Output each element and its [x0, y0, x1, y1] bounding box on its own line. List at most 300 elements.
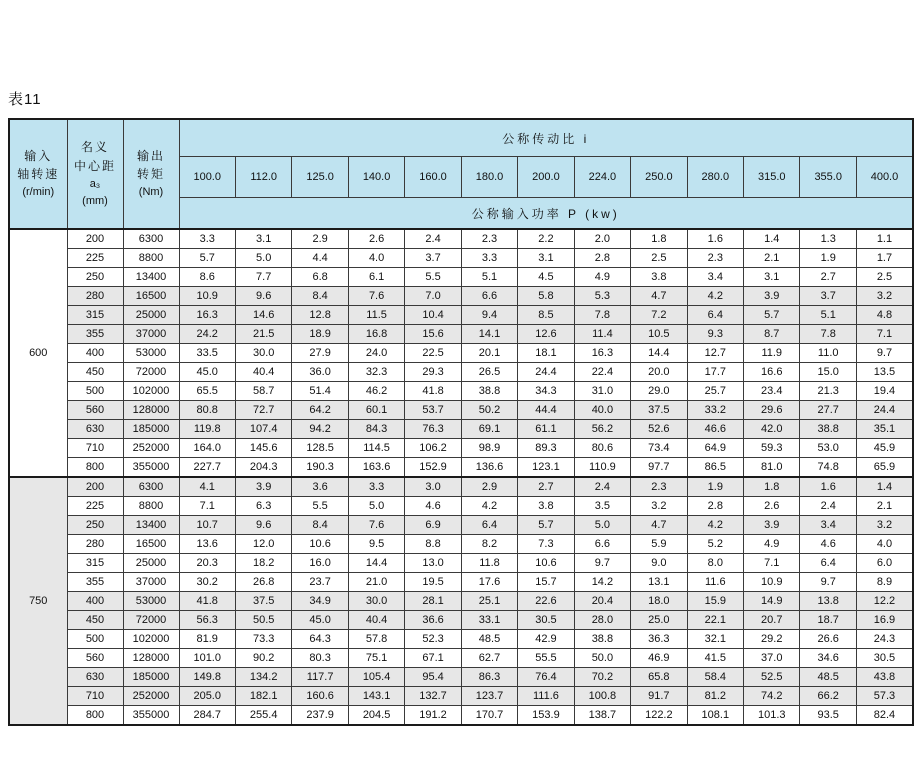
header-row-1: [9, 119, 913, 157]
power-cell: 4.7: [631, 516, 687, 535]
power-cell: 5.1: [800, 306, 856, 325]
power-cell: 16.0: [292, 554, 348, 573]
power-cell: 4.9: [574, 268, 630, 287]
power-cell: 132.7: [405, 687, 461, 706]
power-band-title: 公称输入功率 P (kw): [179, 198, 913, 230]
power-cell: 2.3: [631, 477, 687, 497]
power-cell: 6.8: [292, 268, 348, 287]
power-cell: 5.7: [518, 516, 574, 535]
power-cell: 6.4: [687, 306, 743, 325]
ratio-header-cell: 280.0: [687, 157, 743, 198]
table-row: [9, 649, 913, 668]
output-torque-cell: 185000: [123, 668, 179, 687]
power-cell: 14.6: [235, 306, 291, 325]
power-cell: 11.5: [348, 306, 404, 325]
power-cell: 19.5: [405, 573, 461, 592]
power-cell: 3.5: [574, 497, 630, 516]
power-cell: 18.2: [235, 554, 291, 573]
power-cell: 14.9: [744, 592, 800, 611]
center-distance-cell: 560: [67, 401, 123, 420]
input-speed-header-line2: 轴转速: [17, 167, 60, 182]
input-speed-header: [9, 119, 67, 229]
power-cell: 12.6: [518, 325, 574, 344]
power-cell: 136.6: [461, 458, 517, 478]
power-cell: 3.1: [518, 249, 574, 268]
power-cell: 3.7: [800, 287, 856, 306]
power-cell: 9.4: [461, 306, 517, 325]
power-cell: 3.9: [744, 287, 800, 306]
power-cell: 2.2: [518, 229, 574, 249]
power-cell: 32.1: [687, 630, 743, 649]
power-cell: 81.9: [179, 630, 235, 649]
power-cell: 34.9: [292, 592, 348, 611]
power-cell: 29.2: [744, 630, 800, 649]
power-cell: 28.1: [405, 592, 461, 611]
power-cell: 2.7: [800, 268, 856, 287]
power-cell: 29.0: [631, 382, 687, 401]
power-cell: 106.2: [405, 439, 461, 458]
table-row: [9, 554, 913, 573]
power-cell: 23.4: [744, 382, 800, 401]
power-cell: 22.5: [405, 344, 461, 363]
power-cell: 37.5: [235, 592, 291, 611]
power-cell: 13.8: [800, 592, 856, 611]
power-cell: 16.8: [348, 325, 404, 344]
power-cell: 50.0: [574, 649, 630, 668]
power-cell: 13.0: [405, 554, 461, 573]
output-torque-cell: 8800: [123, 249, 179, 268]
power-cell: 81.2: [687, 687, 743, 706]
output-torque-cell: 355000: [123, 458, 179, 478]
table-body: [9, 229, 913, 725]
power-cell: 3.6: [292, 477, 348, 497]
table-row: [9, 458, 913, 478]
power-cell: 33.1: [461, 611, 517, 630]
power-cell: 43.8: [856, 668, 913, 687]
power-cell: 237.9: [292, 706, 348, 726]
center-distance-cell: 280: [67, 535, 123, 554]
output-torque-cell: 37000: [123, 325, 179, 344]
power-cell: 48.5: [461, 630, 517, 649]
ratio-header-cell: 180.0: [461, 157, 517, 198]
power-cell: 5.0: [348, 497, 404, 516]
power-cell: 3.8: [518, 497, 574, 516]
power-cell: 15.6: [405, 325, 461, 344]
power-cell: 25.1: [461, 592, 517, 611]
power-cell: 190.3: [292, 458, 348, 478]
power-cell: 3.7: [405, 249, 461, 268]
power-cell: 160.6: [292, 687, 348, 706]
power-cell: 20.4: [574, 592, 630, 611]
power-cell: 35.1: [856, 420, 913, 439]
table-row: [9, 668, 913, 687]
power-cell: 86.3: [461, 668, 517, 687]
power-cell: 30.5: [856, 649, 913, 668]
power-cell: 2.8: [574, 249, 630, 268]
power-cell: 8.0: [687, 554, 743, 573]
table-row: [9, 497, 913, 516]
power-cell: 32.3: [348, 363, 404, 382]
center-distance-cell: 200: [67, 229, 123, 249]
ratio-header-cell: 250.0: [631, 157, 687, 198]
center-distance-cell: 500: [67, 382, 123, 401]
power-cell: 1.7: [856, 249, 913, 268]
power-cell: 50.2: [461, 401, 517, 420]
power-cell: 98.9: [461, 439, 517, 458]
power-cell: 7.7: [235, 268, 291, 287]
table-row: [9, 325, 913, 344]
power-cell: 12.8: [292, 306, 348, 325]
input-speed-cell: 750: [9, 477, 67, 725]
power-cell: 122.2: [631, 706, 687, 726]
power-cell: 41.5: [687, 649, 743, 668]
table-row: [9, 535, 913, 554]
output-torque-cell: 6300: [123, 229, 179, 249]
output-torque-cell: 72000: [123, 611, 179, 630]
power-cell: 30.5: [518, 611, 574, 630]
ratio-header-cell: 125.0: [292, 157, 348, 198]
power-cell: 38.8: [800, 420, 856, 439]
power-cell: 123.1: [518, 458, 574, 478]
power-cell: 8.2: [461, 535, 517, 554]
ratio-header-cell: 400.0: [856, 157, 913, 198]
power-cell: 21.0: [348, 573, 404, 592]
power-cell: 1.3: [800, 229, 856, 249]
power-cell: 19.4: [856, 382, 913, 401]
output-torque-cell: 185000: [123, 420, 179, 439]
power-cell: 255.4: [235, 706, 291, 726]
output-torque-cell: 25000: [123, 306, 179, 325]
table-row: [9, 344, 913, 363]
table-row: [9, 249, 913, 268]
power-cell: 152.9: [405, 458, 461, 478]
power-cell: 41.8: [405, 382, 461, 401]
power-cell: 14.2: [574, 573, 630, 592]
output-torque-cell: 102000: [123, 382, 179, 401]
power-cell: 80.3: [292, 649, 348, 668]
center-distance-cell: 280: [67, 287, 123, 306]
power-cell: 7.1: [179, 497, 235, 516]
power-cell: 2.4: [574, 477, 630, 497]
output-torque-cell: 53000: [123, 344, 179, 363]
power-cell: 97.7: [631, 458, 687, 478]
power-cell: 74.2: [744, 687, 800, 706]
power-cell: 3.1: [744, 268, 800, 287]
power-cell: 153.9: [518, 706, 574, 726]
power-cell: 62.7: [461, 649, 517, 668]
power-cell: 50.5: [235, 611, 291, 630]
power-cell: 40.4: [235, 363, 291, 382]
power-cell: 145.6: [235, 439, 291, 458]
center-distance-header-line1: 名义: [80, 140, 109, 155]
output-torque-cell: 53000: [123, 592, 179, 611]
output-torque-cell: 252000: [123, 687, 179, 706]
power-cell: 138.7: [574, 706, 630, 726]
power-cell: 36.3: [631, 630, 687, 649]
power-cell: 17.7: [687, 363, 743, 382]
center-distance-cell: 800: [67, 706, 123, 726]
power-cell: 37.5: [631, 401, 687, 420]
power-cell: 27.7: [800, 401, 856, 420]
power-cell: 65.8: [631, 668, 687, 687]
power-cell: 107.4: [235, 420, 291, 439]
power-cell: 2.4: [800, 497, 856, 516]
power-cell: 18.9: [292, 325, 348, 344]
power-cell: 13.1: [631, 573, 687, 592]
center-distance-header-line2: 中心距: [73, 158, 116, 173]
power-cell: 65.9: [856, 458, 913, 478]
power-cell: 5.7: [179, 249, 235, 268]
power-cell: 9.7: [800, 573, 856, 592]
power-cell: 3.4: [687, 268, 743, 287]
center-distance-cell: 355: [67, 325, 123, 344]
center-distance-cell: 315: [67, 306, 123, 325]
power-cell: 3.3: [179, 229, 235, 249]
power-cell: 3.0: [405, 477, 461, 497]
power-cell: 93.5: [800, 706, 856, 726]
power-cell: 4.2: [461, 497, 517, 516]
power-cell: 9.7: [574, 554, 630, 573]
power-cell: 46.9: [631, 649, 687, 668]
power-cell: 7.8: [574, 306, 630, 325]
power-cell: 12.2: [856, 592, 913, 611]
power-cell: 64.2: [292, 401, 348, 420]
output-torque-header-line1: 输出: [136, 148, 165, 163]
power-cell: 1.6: [800, 477, 856, 497]
power-cell: 82.4: [856, 706, 913, 726]
power-cell: 204.5: [348, 706, 404, 726]
output-torque-cell: 355000: [123, 706, 179, 726]
power-cell: 128.5: [292, 439, 348, 458]
power-cell: 10.9: [744, 573, 800, 592]
power-cell: 7.8: [800, 325, 856, 344]
power-cell: 30.0: [235, 344, 291, 363]
center-distance-cell: 450: [67, 611, 123, 630]
power-cell: 100.8: [574, 687, 630, 706]
power-cell: 41.8: [179, 592, 235, 611]
power-cell: 11.9: [744, 344, 800, 363]
table-row: [9, 229, 913, 249]
table-row: [9, 363, 913, 382]
power-cell: 1.8: [631, 229, 687, 249]
power-cell: 110.9: [574, 458, 630, 478]
power-cell: 8.6: [179, 268, 235, 287]
power-cell: 10.6: [292, 535, 348, 554]
power-cell: 18.0: [631, 592, 687, 611]
power-cell: 24.4: [518, 363, 574, 382]
output-torque-cell: 13400: [123, 268, 179, 287]
ratio-header-cell: 200.0: [518, 157, 574, 198]
power-cell: 15.0: [800, 363, 856, 382]
power-cell: 89.3: [518, 439, 574, 458]
output-torque-cell: 16500: [123, 535, 179, 554]
power-cell: 2.9: [292, 229, 348, 249]
output-torque-cell: 37000: [123, 573, 179, 592]
power-cell: 57.3: [856, 687, 913, 706]
power-cell: 24.2: [179, 325, 235, 344]
power-cell: 51.4: [292, 382, 348, 401]
output-torque-cell: 16500: [123, 287, 179, 306]
power-cell: 5.1: [461, 268, 517, 287]
power-cell: 25.7: [687, 382, 743, 401]
power-cell: 69.1: [461, 420, 517, 439]
power-cell: 2.9: [461, 477, 517, 497]
power-cell: 76.4: [518, 668, 574, 687]
power-cell: 64.3: [292, 630, 348, 649]
power-cell: 143.1: [348, 687, 404, 706]
power-cell: 1.9: [687, 477, 743, 497]
output-torque-cell: 6300: [123, 477, 179, 497]
power-cell: 6.1: [348, 268, 404, 287]
power-cell: 24.3: [856, 630, 913, 649]
power-cell: 10.6: [518, 554, 574, 573]
power-cell: 2.6: [744, 497, 800, 516]
table-row: [9, 611, 913, 630]
power-cell: 22.4: [574, 363, 630, 382]
power-cell: 7.1: [744, 554, 800, 573]
table-row: [9, 706, 913, 726]
power-cell: 53.0: [800, 439, 856, 458]
center-distance-cell: 630: [67, 668, 123, 687]
power-cell: 123.7: [461, 687, 517, 706]
power-cell: 73.3: [235, 630, 291, 649]
power-cell: 72.7: [235, 401, 291, 420]
power-cell: 9.7: [856, 344, 913, 363]
power-cell: 1.4: [856, 477, 913, 497]
power-cell: 46.2: [348, 382, 404, 401]
power-cell: 38.8: [461, 382, 517, 401]
power-cell: 5.0: [235, 249, 291, 268]
power-cell: 1.6: [687, 229, 743, 249]
center-distance-cell: 800: [67, 458, 123, 478]
power-cell: 59.3: [744, 439, 800, 458]
power-cell: 38.8: [574, 630, 630, 649]
power-cell: 25.0: [631, 611, 687, 630]
power-cell: 1.1: [856, 229, 913, 249]
power-cell: 3.8: [631, 268, 687, 287]
power-cell: 40.0: [574, 401, 630, 420]
power-cell: 95.4: [405, 668, 461, 687]
power-cell: 67.1: [405, 649, 461, 668]
power-cell: 29.3: [405, 363, 461, 382]
power-cell: 9.3: [687, 325, 743, 344]
power-cell: 8.7: [744, 325, 800, 344]
power-cell: 30.0: [348, 592, 404, 611]
power-cell: 13.6: [179, 535, 235, 554]
power-cell: 55.5: [518, 649, 574, 668]
power-cell: 11.4: [574, 325, 630, 344]
ratio-header-cell: 224.0: [574, 157, 630, 198]
center-distance-cell: 450: [67, 363, 123, 382]
power-cell: 4.7: [631, 287, 687, 306]
ratio-band-title: 公称传动比 i: [179, 119, 913, 157]
power-cell: 10.4: [405, 306, 461, 325]
power-cell: 2.1: [856, 497, 913, 516]
power-cell: 18.7: [800, 611, 856, 630]
table-row: [9, 401, 913, 420]
power-cell: 14.1: [461, 325, 517, 344]
center-distance-cell: 355: [67, 573, 123, 592]
center-distance-cell: 630: [67, 420, 123, 439]
power-cell: 70.2: [574, 668, 630, 687]
power-cell: 56.3: [179, 611, 235, 630]
power-cell: 58.4: [687, 668, 743, 687]
power-cell: 284.7: [179, 706, 235, 726]
power-cell: 44.4: [518, 401, 574, 420]
power-cell: 11.8: [461, 554, 517, 573]
power-cell: 23.7: [292, 573, 348, 592]
power-cell: 3.1: [235, 229, 291, 249]
power-cell: 15.9: [687, 592, 743, 611]
power-cell: 11.6: [687, 573, 743, 592]
power-cell: 5.8: [518, 287, 574, 306]
input-speed-header-unit: (r/min): [22, 186, 55, 199]
power-cell: 5.5: [292, 497, 348, 516]
power-cell: 20.1: [461, 344, 517, 363]
power-cell: 26.8: [235, 573, 291, 592]
power-cell: 10.5: [631, 325, 687, 344]
power-cell: 2.4: [405, 229, 461, 249]
table-row: [9, 592, 913, 611]
power-cell: 13.5: [856, 363, 913, 382]
power-cell: 73.4: [631, 439, 687, 458]
power-cell: 5.7: [744, 306, 800, 325]
power-cell: 163.6: [348, 458, 404, 478]
power-cell: 22.6: [518, 592, 574, 611]
power-cell: 57.8: [348, 630, 404, 649]
power-cell: 16.9: [856, 611, 913, 630]
power-cell: 7.6: [348, 287, 404, 306]
output-torque-header-line2: 转矩: [136, 167, 165, 182]
power-cell: 86.5: [687, 458, 743, 478]
center-distance-cell: 200: [67, 477, 123, 497]
power-cell: 2.7: [518, 477, 574, 497]
power-cell: 14.4: [348, 554, 404, 573]
power-cell: 1.8: [744, 477, 800, 497]
power-cell: 6.9: [405, 516, 461, 535]
power-cell: 7.3: [518, 535, 574, 554]
power-cell: 4.0: [856, 535, 913, 554]
power-cell: 3.9: [744, 516, 800, 535]
center-distance-cell: 315: [67, 554, 123, 573]
table-row: [9, 516, 913, 535]
power-cell: 16.3: [574, 344, 630, 363]
center-distance-cell: 250: [67, 516, 123, 535]
power-cell: 6.4: [461, 516, 517, 535]
power-cell: 52.3: [405, 630, 461, 649]
power-cell: 204.3: [235, 458, 291, 478]
reducer-power-table: [8, 118, 914, 726]
power-cell: 117.7: [292, 668, 348, 687]
power-cell: 2.1: [744, 249, 800, 268]
power-cell: 9.6: [235, 516, 291, 535]
output-torque-cell: 8800: [123, 497, 179, 516]
power-cell: 80.6: [574, 439, 630, 458]
center-distance-cell: 400: [67, 344, 123, 363]
power-cell: 2.6: [348, 229, 404, 249]
output-torque-cell: 252000: [123, 439, 179, 458]
power-cell: 26.6: [800, 630, 856, 649]
table-row: [9, 420, 913, 439]
power-cell: 2.5: [856, 268, 913, 287]
power-cell: 4.5: [518, 268, 574, 287]
center-distance-cell: 400: [67, 592, 123, 611]
output-torque-cell: 128000: [123, 401, 179, 420]
table-row: [9, 306, 913, 325]
table-title: 表11: [8, 91, 42, 108]
center-distance-cell: 225: [67, 249, 123, 268]
power-cell: 205.0: [179, 687, 235, 706]
